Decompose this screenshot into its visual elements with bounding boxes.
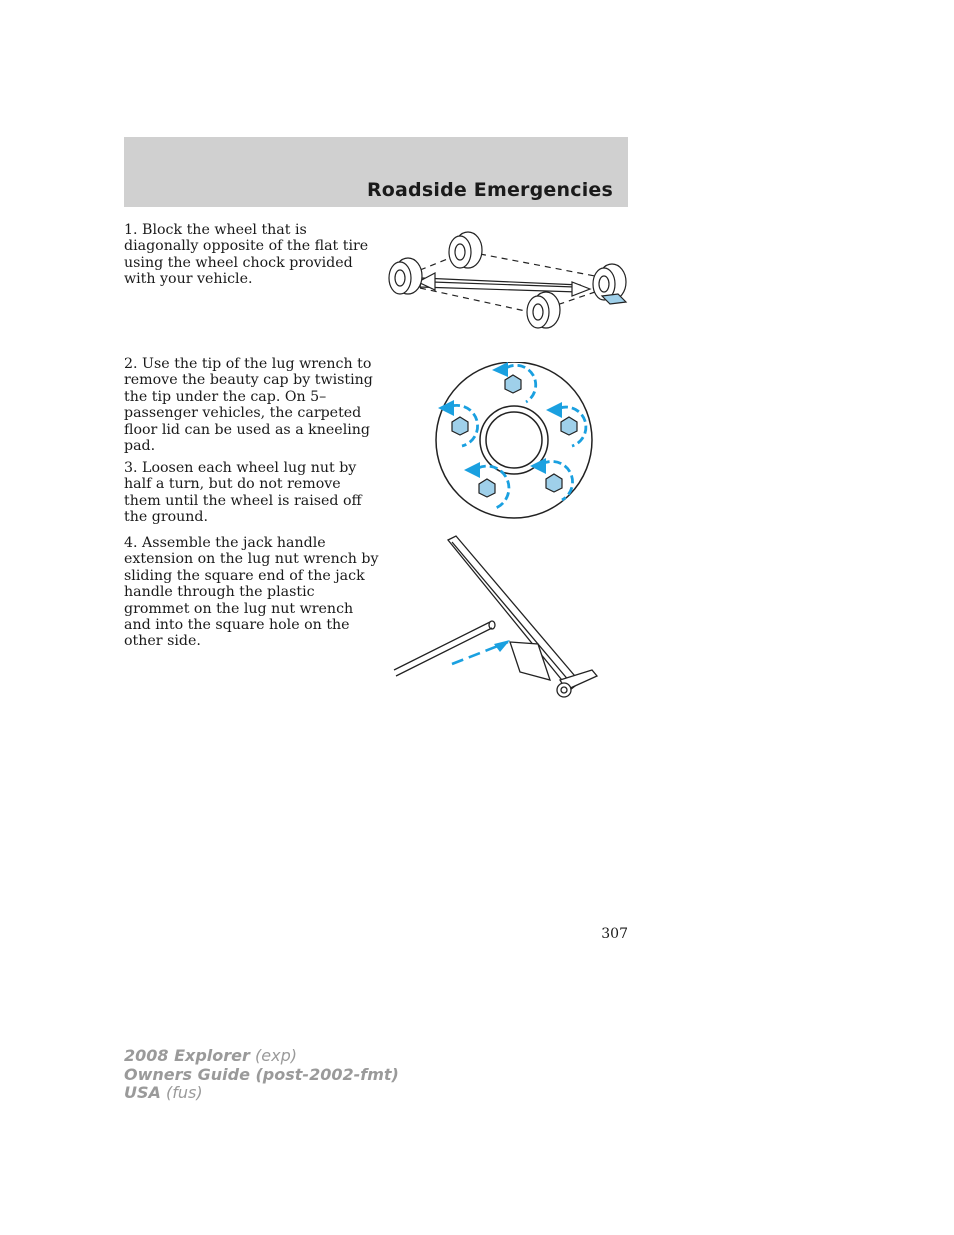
section-title: Roadside Emergencies [366,179,613,201]
footer-line-3 [124,1084,399,1103]
jack-handle-assembly-illustration [390,532,605,704]
document-footer [124,1047,399,1103]
wheel-chock-illustration [380,230,632,335]
footer-model-code: (exp) [255,1046,297,1065]
footer-guide: Owners Guide (post-2002-fmt) [124,1064,399,1084]
lug-nut-loosening-illustration [434,362,594,522]
step-3-text: 3. Loosen each wheel lug nut by half a turn, but do not remove them until the wheel is raised off the ground. [124,460,362,526]
step-1-text: 1. Block the wheel that is diagonally opposite of the flat tire using the wheel chock provided with your vehicle. [124,222,369,288]
footer-line-2 [124,1066,399,1085]
step-2-text: 2. Use the tip of the lug wrench to remove the beauty cap by twisting the tip under the cap. On 5–passenger vehicles, the carpeted floor lid can be used as a kneeling pad. [124,356,373,455]
step-4-text: 4. Assemble the jack handle extension on the lug nut wrench by sliding the square end of the jack handle through the plastic grommet on the lug nut wrench and into the square hole on the other side. [124,535,379,650]
page-number: 307 [601,926,628,942]
footer-region-code: (fus) [166,1083,203,1102]
footer-line-1 [124,1047,399,1066]
section-header [124,137,628,207]
footer-region: USA [124,1083,161,1102]
footer-model: 2008 Explorer [124,1046,250,1065]
